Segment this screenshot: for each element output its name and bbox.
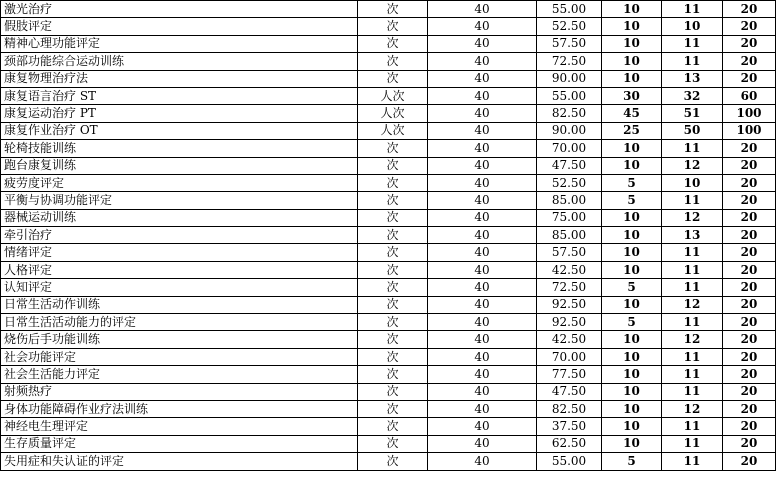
value-1-cell: 10 [602, 1, 662, 18]
unit-cell: 人次 [358, 122, 428, 139]
table-row [1, 105, 776, 122]
value-1-cell: 10 [602, 18, 662, 35]
price-cell: 42.50 [537, 331, 602, 348]
value-3-cell: 20 [723, 35, 776, 52]
table-row [1, 35, 776, 52]
table-row [1, 435, 776, 452]
value-1-cell: 10 [602, 296, 662, 313]
unit-cell: 人次 [358, 105, 428, 122]
unit-cell: 次 [358, 140, 428, 157]
quantity-cell: 40 [428, 53, 537, 70]
item-name-cell: 日常生活动作训练 [1, 296, 358, 313]
value-3-cell: 20 [723, 70, 776, 87]
value-2-cell: 11 [662, 244, 723, 261]
table-row [1, 383, 776, 400]
table-row [1, 122, 776, 139]
unit-cell: 次 [358, 296, 428, 313]
value-1-cell: 10 [602, 366, 662, 383]
value-2-cell: 12 [662, 209, 723, 226]
price-cell: 85.00 [537, 227, 602, 244]
table-row [1, 279, 776, 296]
quantity-cell: 40 [428, 261, 537, 278]
value-1-cell: 5 [602, 192, 662, 209]
quantity-cell: 40 [428, 383, 537, 400]
unit-cell: 次 [358, 244, 428, 261]
quantity-cell: 40 [428, 122, 537, 139]
value-1-cell: 10 [602, 383, 662, 400]
value-1-cell: 5 [602, 279, 662, 296]
value-1-cell: 10 [602, 209, 662, 226]
quantity-cell: 40 [428, 1, 537, 18]
value-2-cell: 51 [662, 105, 723, 122]
value-2-cell: 11 [662, 453, 723, 470]
value-1-cell: 10 [602, 418, 662, 435]
value-2-cell: 11 [662, 1, 723, 18]
table-row [1, 174, 776, 191]
table-row [1, 331, 776, 348]
quantity-cell: 40 [428, 209, 537, 226]
value-3-cell: 20 [723, 192, 776, 209]
value-1-cell: 5 [602, 453, 662, 470]
value-2-cell: 11 [662, 279, 723, 296]
item-name-cell: 人格评定 [1, 261, 358, 278]
value-1-cell: 10 [602, 70, 662, 87]
table-row [1, 157, 776, 174]
item-name-cell: 疲劳度评定 [1, 174, 358, 191]
item-name-cell: 康复运动治疗 PT [1, 105, 358, 122]
unit-cell: 次 [358, 1, 428, 18]
price-cell: 55.00 [537, 453, 602, 470]
table-row [1, 192, 776, 209]
item-name-cell: 牵引治疗 [1, 227, 358, 244]
value-1-cell: 5 [602, 314, 662, 331]
quantity-cell: 40 [428, 157, 537, 174]
table-row [1, 18, 776, 35]
unit-cell: 次 [358, 314, 428, 331]
price-cell: 70.00 [537, 140, 602, 157]
price-cell: 37.50 [537, 418, 602, 435]
table-row [1, 400, 776, 417]
value-2-cell: 13 [662, 70, 723, 87]
value-1-cell: 10 [602, 348, 662, 365]
value-3-cell: 20 [723, 53, 776, 70]
value-1-cell: 45 [602, 105, 662, 122]
unit-cell: 次 [358, 400, 428, 417]
value-1-cell: 10 [602, 35, 662, 52]
table-row [1, 227, 776, 244]
value-1-cell: 30 [602, 87, 662, 104]
quantity-cell: 40 [428, 105, 537, 122]
value-2-cell: 11 [662, 418, 723, 435]
value-2-cell: 11 [662, 53, 723, 70]
table-row [1, 348, 776, 365]
item-name-cell: 康复物理治疗法 [1, 70, 358, 87]
value-2-cell: 11 [662, 383, 723, 400]
value-3-cell: 20 [723, 140, 776, 157]
price-cell: 90.00 [537, 122, 602, 139]
unit-cell: 次 [358, 261, 428, 278]
value-1-cell: 10 [602, 400, 662, 417]
value-1-cell: 10 [602, 435, 662, 452]
value-3-cell: 20 [723, 296, 776, 313]
value-1-cell: 10 [602, 140, 662, 157]
value-1-cell: 10 [602, 157, 662, 174]
price-cell: 55.00 [537, 87, 602, 104]
item-name-cell: 日常生活活动能力的评定 [1, 314, 358, 331]
unit-cell: 次 [358, 383, 428, 400]
price-cell: 72.50 [537, 53, 602, 70]
table-row [1, 261, 776, 278]
value-2-cell: 11 [662, 261, 723, 278]
value-3-cell: 20 [723, 174, 776, 191]
item-name-cell: 精神心理功能评定 [1, 35, 358, 52]
quantity-cell: 40 [428, 366, 537, 383]
price-cell: 82.50 [537, 105, 602, 122]
value-3-cell: 20 [723, 18, 776, 35]
quantity-cell: 40 [428, 331, 537, 348]
table-row [1, 140, 776, 157]
value-2-cell: 12 [662, 400, 723, 417]
price-cell: 75.00 [537, 209, 602, 226]
unit-cell: 次 [358, 418, 428, 435]
value-2-cell: 13 [662, 227, 723, 244]
value-1-cell: 25 [602, 122, 662, 139]
value-2-cell: 11 [662, 348, 723, 365]
item-name-cell: 器械运动训练 [1, 209, 358, 226]
item-name-cell: 康复语言治疗 ST [1, 87, 358, 104]
unit-cell: 次 [358, 227, 428, 244]
quantity-cell: 40 [428, 296, 537, 313]
value-3-cell: 20 [723, 227, 776, 244]
value-3-cell: 20 [723, 261, 776, 278]
price-cell: 52.50 [537, 18, 602, 35]
table-row [1, 209, 776, 226]
value-3-cell: 20 [723, 244, 776, 261]
value-2-cell: 11 [662, 314, 723, 331]
quantity-cell: 40 [428, 244, 537, 261]
value-3-cell: 20 [723, 157, 776, 174]
unit-cell: 次 [358, 435, 428, 452]
price-cell: 42.50 [537, 261, 602, 278]
price-cell: 47.50 [537, 157, 602, 174]
quantity-cell: 40 [428, 314, 537, 331]
value-2-cell: 12 [662, 331, 723, 348]
value-3-cell: 20 [723, 209, 776, 226]
quantity-cell: 40 [428, 35, 537, 52]
quantity-cell: 40 [428, 435, 537, 452]
quantity-cell: 40 [428, 279, 537, 296]
item-name-cell: 认知评定 [1, 279, 358, 296]
unit-cell: 次 [358, 331, 428, 348]
table-body [1, 1, 776, 471]
price-cell: 57.50 [537, 244, 602, 261]
item-name-cell: 神经电生理评定 [1, 418, 358, 435]
value-3-cell: 20 [723, 1, 776, 18]
value-3-cell: 20 [723, 314, 776, 331]
value-2-cell: 32 [662, 87, 723, 104]
value-2-cell: 11 [662, 366, 723, 383]
quantity-cell: 40 [428, 400, 537, 417]
value-3-cell: 20 [723, 400, 776, 417]
item-name-cell: 生存质量评定 [1, 435, 358, 452]
item-name-cell: 颈部功能综合运动训练 [1, 53, 358, 70]
item-name-cell: 激光治疗 [1, 1, 358, 18]
value-3-cell: 20 [723, 348, 776, 365]
value-2-cell: 11 [662, 140, 723, 157]
item-name-cell: 平衡与协调功能评定 [1, 192, 358, 209]
table-row [1, 366, 776, 383]
price-cell: 52.50 [537, 174, 602, 191]
item-name-cell: 假肢评定 [1, 18, 358, 35]
table-row [1, 1, 776, 18]
value-3-cell: 20 [723, 418, 776, 435]
value-3-cell: 20 [723, 383, 776, 400]
value-3-cell: 100 [723, 122, 776, 139]
value-3-cell: 100 [723, 105, 776, 122]
quantity-cell: 40 [428, 174, 537, 191]
price-cell: 72.50 [537, 279, 602, 296]
value-2-cell: 11 [662, 192, 723, 209]
unit-cell: 人次 [358, 87, 428, 104]
price-cell: 70.00 [537, 348, 602, 365]
unit-cell: 次 [358, 348, 428, 365]
price-cell: 92.50 [537, 296, 602, 313]
unit-cell: 次 [358, 209, 428, 226]
price-cell: 57.50 [537, 35, 602, 52]
value-1-cell: 10 [602, 261, 662, 278]
item-name-cell: 射频热疗 [1, 383, 358, 400]
item-name-cell: 身体功能障碍作业疗法训练 [1, 400, 358, 417]
price-cell: 77.50 [537, 366, 602, 383]
table-row [1, 453, 776, 470]
value-2-cell: 12 [662, 296, 723, 313]
price-cell: 47.50 [537, 383, 602, 400]
quantity-cell: 40 [428, 192, 537, 209]
item-name-cell: 康复作业治疗 OT [1, 122, 358, 139]
item-name-cell: 情绪评定 [1, 244, 358, 261]
price-cell: 55.00 [537, 1, 602, 18]
item-name-cell: 社会功能评定 [1, 348, 358, 365]
value-2-cell: 11 [662, 35, 723, 52]
value-3-cell: 60 [723, 87, 776, 104]
value-1-cell: 10 [602, 53, 662, 70]
price-cell: 82.50 [537, 400, 602, 417]
quantity-cell: 40 [428, 418, 537, 435]
unit-cell: 次 [358, 192, 428, 209]
value-1-cell: 10 [602, 227, 662, 244]
item-name-cell: 轮椅技能训练 [1, 140, 358, 157]
value-1-cell: 5 [602, 174, 662, 191]
table-row [1, 87, 776, 104]
unit-cell: 次 [358, 157, 428, 174]
quantity-cell: 40 [428, 18, 537, 35]
item-name-cell: 烧伤后手功能训练 [1, 331, 358, 348]
value-3-cell: 20 [723, 453, 776, 470]
item-name-cell: 失用症和失认证的评定 [1, 453, 358, 470]
unit-cell: 次 [358, 53, 428, 70]
price-cell: 85.00 [537, 192, 602, 209]
value-2-cell: 50 [662, 122, 723, 139]
value-3-cell: 20 [723, 279, 776, 296]
value-2-cell: 11 [662, 435, 723, 452]
unit-cell: 次 [358, 279, 428, 296]
price-cell: 90.00 [537, 70, 602, 87]
unit-cell: 次 [358, 174, 428, 191]
unit-cell: 次 [358, 453, 428, 470]
table-row [1, 418, 776, 435]
value-3-cell: 20 [723, 366, 776, 383]
unit-cell: 次 [358, 18, 428, 35]
item-name-cell: 社会生活能力评定 [1, 366, 358, 383]
price-cell: 92.50 [537, 314, 602, 331]
table-row [1, 53, 776, 70]
value-1-cell: 10 [602, 244, 662, 261]
value-2-cell: 10 [662, 18, 723, 35]
value-3-cell: 20 [723, 435, 776, 452]
unit-cell: 次 [358, 70, 428, 87]
value-2-cell: 10 [662, 174, 723, 191]
item-name-cell: 跑台康复训练 [1, 157, 358, 174]
quantity-cell: 40 [428, 140, 537, 157]
table-row [1, 244, 776, 261]
unit-cell: 次 [358, 35, 428, 52]
table-row [1, 70, 776, 87]
value-1-cell: 10 [602, 331, 662, 348]
table-row [1, 296, 776, 313]
price-cell: 62.50 [537, 435, 602, 452]
quantity-cell: 40 [428, 227, 537, 244]
quantity-cell: 40 [428, 70, 537, 87]
table-row [1, 314, 776, 331]
value-2-cell: 12 [662, 157, 723, 174]
value-3-cell: 20 [723, 331, 776, 348]
quantity-cell: 40 [428, 453, 537, 470]
unit-cell: 次 [358, 366, 428, 383]
quantity-cell: 40 [428, 348, 537, 365]
quantity-cell: 40 [428, 87, 537, 104]
